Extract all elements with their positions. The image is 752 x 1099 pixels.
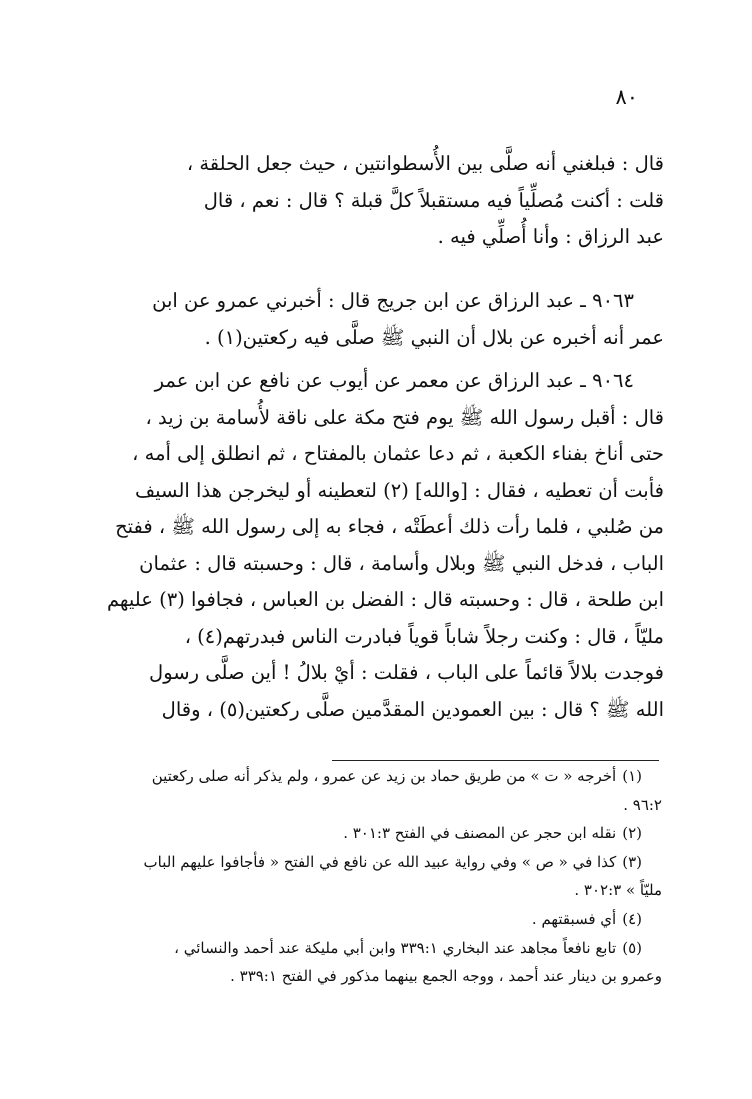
footnote-text: أخرجه « ت » من طريق حماد بن زيد عن عمرو ، ولم يذكر أنه صلى ركعتين xyxy=(151,767,617,785)
text-line xyxy=(92,363,664,400)
footnote-1-continuation: ٩٦:٢ . xyxy=(623,795,662,814)
text-line: قال : أقبل رسول الله ﷺ يوم فتح مكة على ناقة لأُسامة بن زيد ، xyxy=(145,405,664,429)
page-number: ٨٠ xyxy=(615,85,638,109)
footnotes-section xyxy=(84,762,662,991)
text-line: الله ﷺ ؟ قال : بين العمودين المقدَّمين صلَّى ركعتين(٥) ، وقال xyxy=(161,697,664,721)
footnote-4 xyxy=(84,905,662,934)
footnote-number: (٥) xyxy=(622,938,642,957)
text-line: عبد الرزاق : وأنا أُصلِّي فيه . xyxy=(437,225,664,248)
text-line: من صُلبي ، فلما رأت ذلك أعطَتْه ، فجاء به إلى رسول الله ﷺ ، ففتح xyxy=(115,515,664,538)
footnote-text: كذا في « ص » وفي رواية عبيد الله عن نافع في الفتح « فأجافوا عليهم الباب xyxy=(143,852,617,871)
hadith-opening-line: ٩٠٦٤ ـ عبد الرزاق عن معمر عن أيوب عن نافع عن ابن عمر xyxy=(154,369,634,392)
text-line: فوجدت بلالاً قائماً على الباب ، فقلت : أيْ بلالُ ! أين صلَّى رسول xyxy=(149,661,664,684)
text-line: ابن طلحة ، قال : وحسبته قال : الفضل بن العباس ، فجافوا (٣) عليهم xyxy=(106,588,664,611)
footnote-text: تابع نافعاً مجاهد عند البخاري ٣٣٩:١ وابن أبي مليكة عند أحمد والنسائي ، xyxy=(174,938,617,957)
paragraph-continuation xyxy=(92,146,664,256)
footnote-3-continuation: مليّاً » ٣٠٢:٣ . xyxy=(574,881,662,900)
hadith-opening-line: ٩٠٦٣ ـ عبد الرزاق عن ابن جريج قال : أخبرني عمرو عن ابن xyxy=(152,289,634,312)
footnote-number: (٢) xyxy=(622,824,642,843)
footnote-1 xyxy=(84,762,662,791)
footnote-text: نقله ابن حجر عن المصنف في الفتح ٣٠١:٣ . xyxy=(343,824,617,843)
footnote-2 xyxy=(84,819,662,848)
footnote-number: (٤) xyxy=(622,909,642,928)
text-line xyxy=(92,283,664,320)
text-line: الباب ، فدخل النبي ﷺ وبلال وأسامة ، قال : وحسبته قال : عثمان xyxy=(139,551,664,575)
footnote-divider xyxy=(332,760,659,761)
footnote-number: (١) xyxy=(622,767,642,785)
footnote-3 xyxy=(84,848,662,877)
text-line: فأبت أن تعطيه ، فقال : [والله] (٢) لتعطينه أو ليخرجن هذا السيف xyxy=(134,478,664,502)
footnote-5 xyxy=(84,934,662,963)
hadith-9064 xyxy=(92,363,664,728)
text-line: عمر أنه أخبره عن بلال أن النبي ﷺ صلَّى فيه ركعتين(١) . xyxy=(204,325,664,349)
footnote-number: (٣) xyxy=(622,852,642,871)
text-line: قال : فبلغني أنه صلَّى بين الأُسطوانتين ، حيث جعل الحلقة ، xyxy=(186,152,664,175)
text-line: مليّاً ، قال : وكنت رجلاً شاباً قوياً فبادرت الناس فبدرتهم(٤) ، xyxy=(184,624,664,648)
text-line: حتى أناخ بفناء الكعبة ، ثم دعا عثمان بالمفتاح ، ثم انطلق إلى أمه ، xyxy=(132,442,664,465)
footnote-5-continuation: وعمرو بن دينار عند أحمد ، ووجه الجمع بينهما مذكور في الفتح ٣٣٩:١ . xyxy=(230,967,662,986)
hadith-9063 xyxy=(92,283,664,356)
text-line: قلت : أكنت مُصلِّياً فيه مستقبلاً كلَّ قبلة ؟ قال : نعم ، قال xyxy=(203,188,664,212)
footnote-text: أي فسبقتهم . xyxy=(531,909,617,928)
